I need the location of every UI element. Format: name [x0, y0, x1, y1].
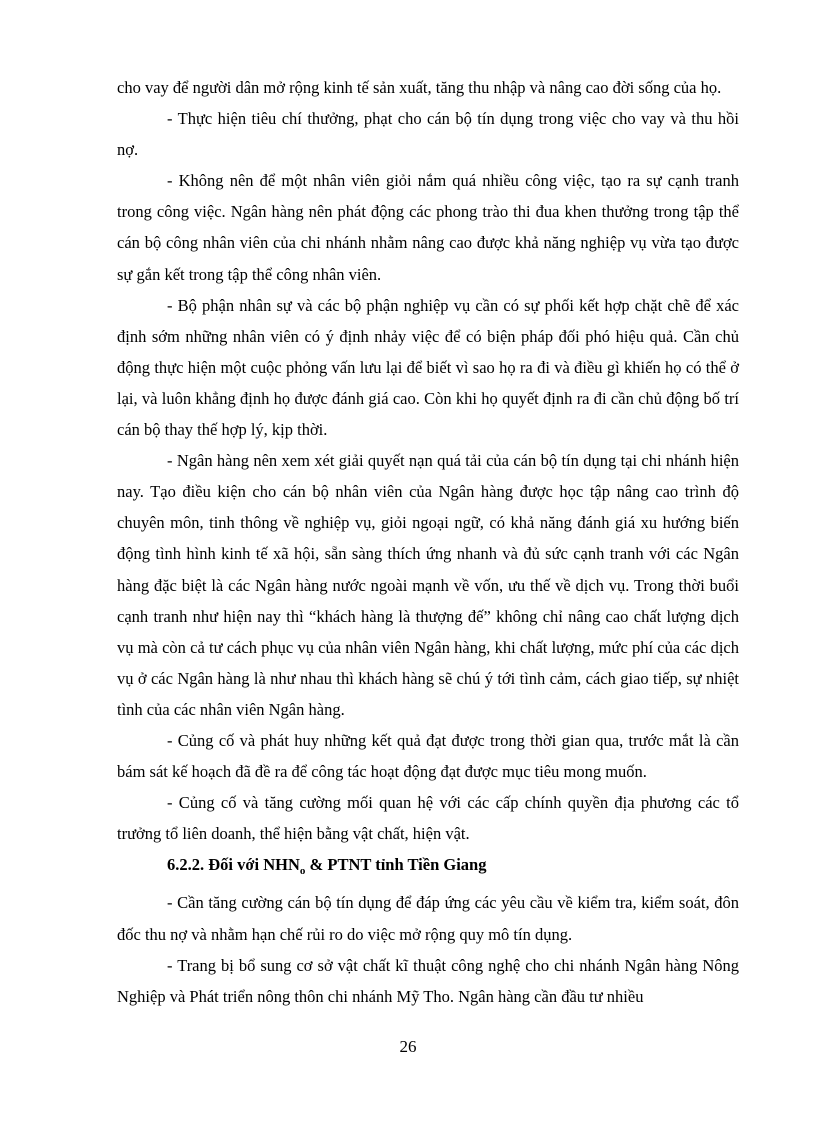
heading-suffix: & PTNT tỉnh Tiền Giang: [305, 855, 487, 875]
paragraph: - Cần tăng cường cán bộ tín dụng để đáp ứng các yêu cầu về kiểm tra, kiểm soát, đôn đốc thu nợ và nhằm hạn chế rủi ro do việc mở rộng quy mô tín dụng.: [117, 893, 739, 944]
page-number: 26: [399, 1037, 417, 1056]
paragraph: cho vay để người dân mở rộng kinh tế sản xuất, tăng thu nhập và nâng cao đời sống của họ.: [117, 78, 722, 97]
paragraph: - Bộ phận nhân sự và các bộ phận nghiệp vụ cần có sự phối kết hợp chặt chẽ để xác định sớm những nhân viên có ý định nhảy việc để có biện pháp đối phó hiệu quả. Cần chủ động thực hiện một cuộc phỏng vấn lưu lại để biết vì sao họ ra đi và điều gì khiến họ có thể ở lại, và luôn khẳng định họ được đánh giá cao. Còn khi họ quyết định ra đi cần chủ động bố trí cán bộ thay thế hợp lý, kịp thời.: [117, 295, 739, 440]
paragraph: - Thực hiện tiêu chí thưởng, phạt cho cán bộ tín dụng trong việc cho vay và thu hồi nợ.: [117, 109, 739, 160]
paragraph: - Không nên để một nhân viên giỏi nắm quá nhiều công việc, tạo ra sự cạnh tranh trong công việc. Ngân hàng nên phát động các phong trào thi đua khen thưởng trong tập thể cán bộ công nhân viên của chi nhánh nhằm nâng cao được khả năng nghiệp vụ vừa tạo được sự gắn kết trong tập thể công nhân viên.: [117, 171, 739, 284]
heading-subscript: o: [299, 865, 306, 878]
paragraph: - Củng cố và tăng cường mối quan hệ với các cấp chính quyền địa phương các tổ trưởng tổ liên doanh, thể hiện bằng vật chất, hiện vật.: [117, 793, 739, 844]
paragraph: - Ngân hàng nên xem xét giải quyết nạn quá tải của cán bộ tín dụng tại chi nhánh hiện nay. Tạo điều kiện cho cán bộ nhân viên của Ngân hàng được học tập nâng cao trình độ chuyên môn, tinh thông về nghiệp vụ, giỏi ngoại ngữ, có khả năng đánh giá xu hướng biến động tình hình kinh tế xã hội, sẵn sàng thích ứng nhanh và đủ sức cạnh tranh với các Ngân hàng đặc biệt là các Ngân hàng nước ngoài mạnh về vốn, ưu thế về dịch vụ. Trong thời buổi cạnh tranh như hiện nay thì “khách hàng là thượng đế” không chỉ nâng cao chất lượng dịch vụ mà còn cả tư cách phục vụ của nhân viên Ngân hàng, khi chất lượng, mức phí của các dịch vụ ở các Ngân hàng là như nhau thì khách hàng sẽ chú ý tới tình cảm, cách giao tiếp, sự nhiệt tình của các nhân viên Ngân hàng.: [117, 451, 739, 719]
section-heading: [117, 849, 739, 887]
page-content: [117, 72, 739, 1012]
heading-prefix: 6.2.2. Đối với NHN: [167, 855, 300, 875]
paragraph: - Trang bị bổ sung cơ sở vật chất kĩ thuật công nghệ cho chi nhánh Ngân hàng Nông Nghiệp và Phát triển nông thôn chi nhánh Mỹ Tho. Ngân hàng cần đầu tư nhiều: [117, 955, 739, 1006]
paragraph: - Củng cố và phát huy những kết quả đạt được trong thời gian qua, trước mắt là cần bám sát kế hoạch đã đề ra để công tác hoạt động đạt được mục tiêu mong muốn.: [117, 730, 739, 782]
